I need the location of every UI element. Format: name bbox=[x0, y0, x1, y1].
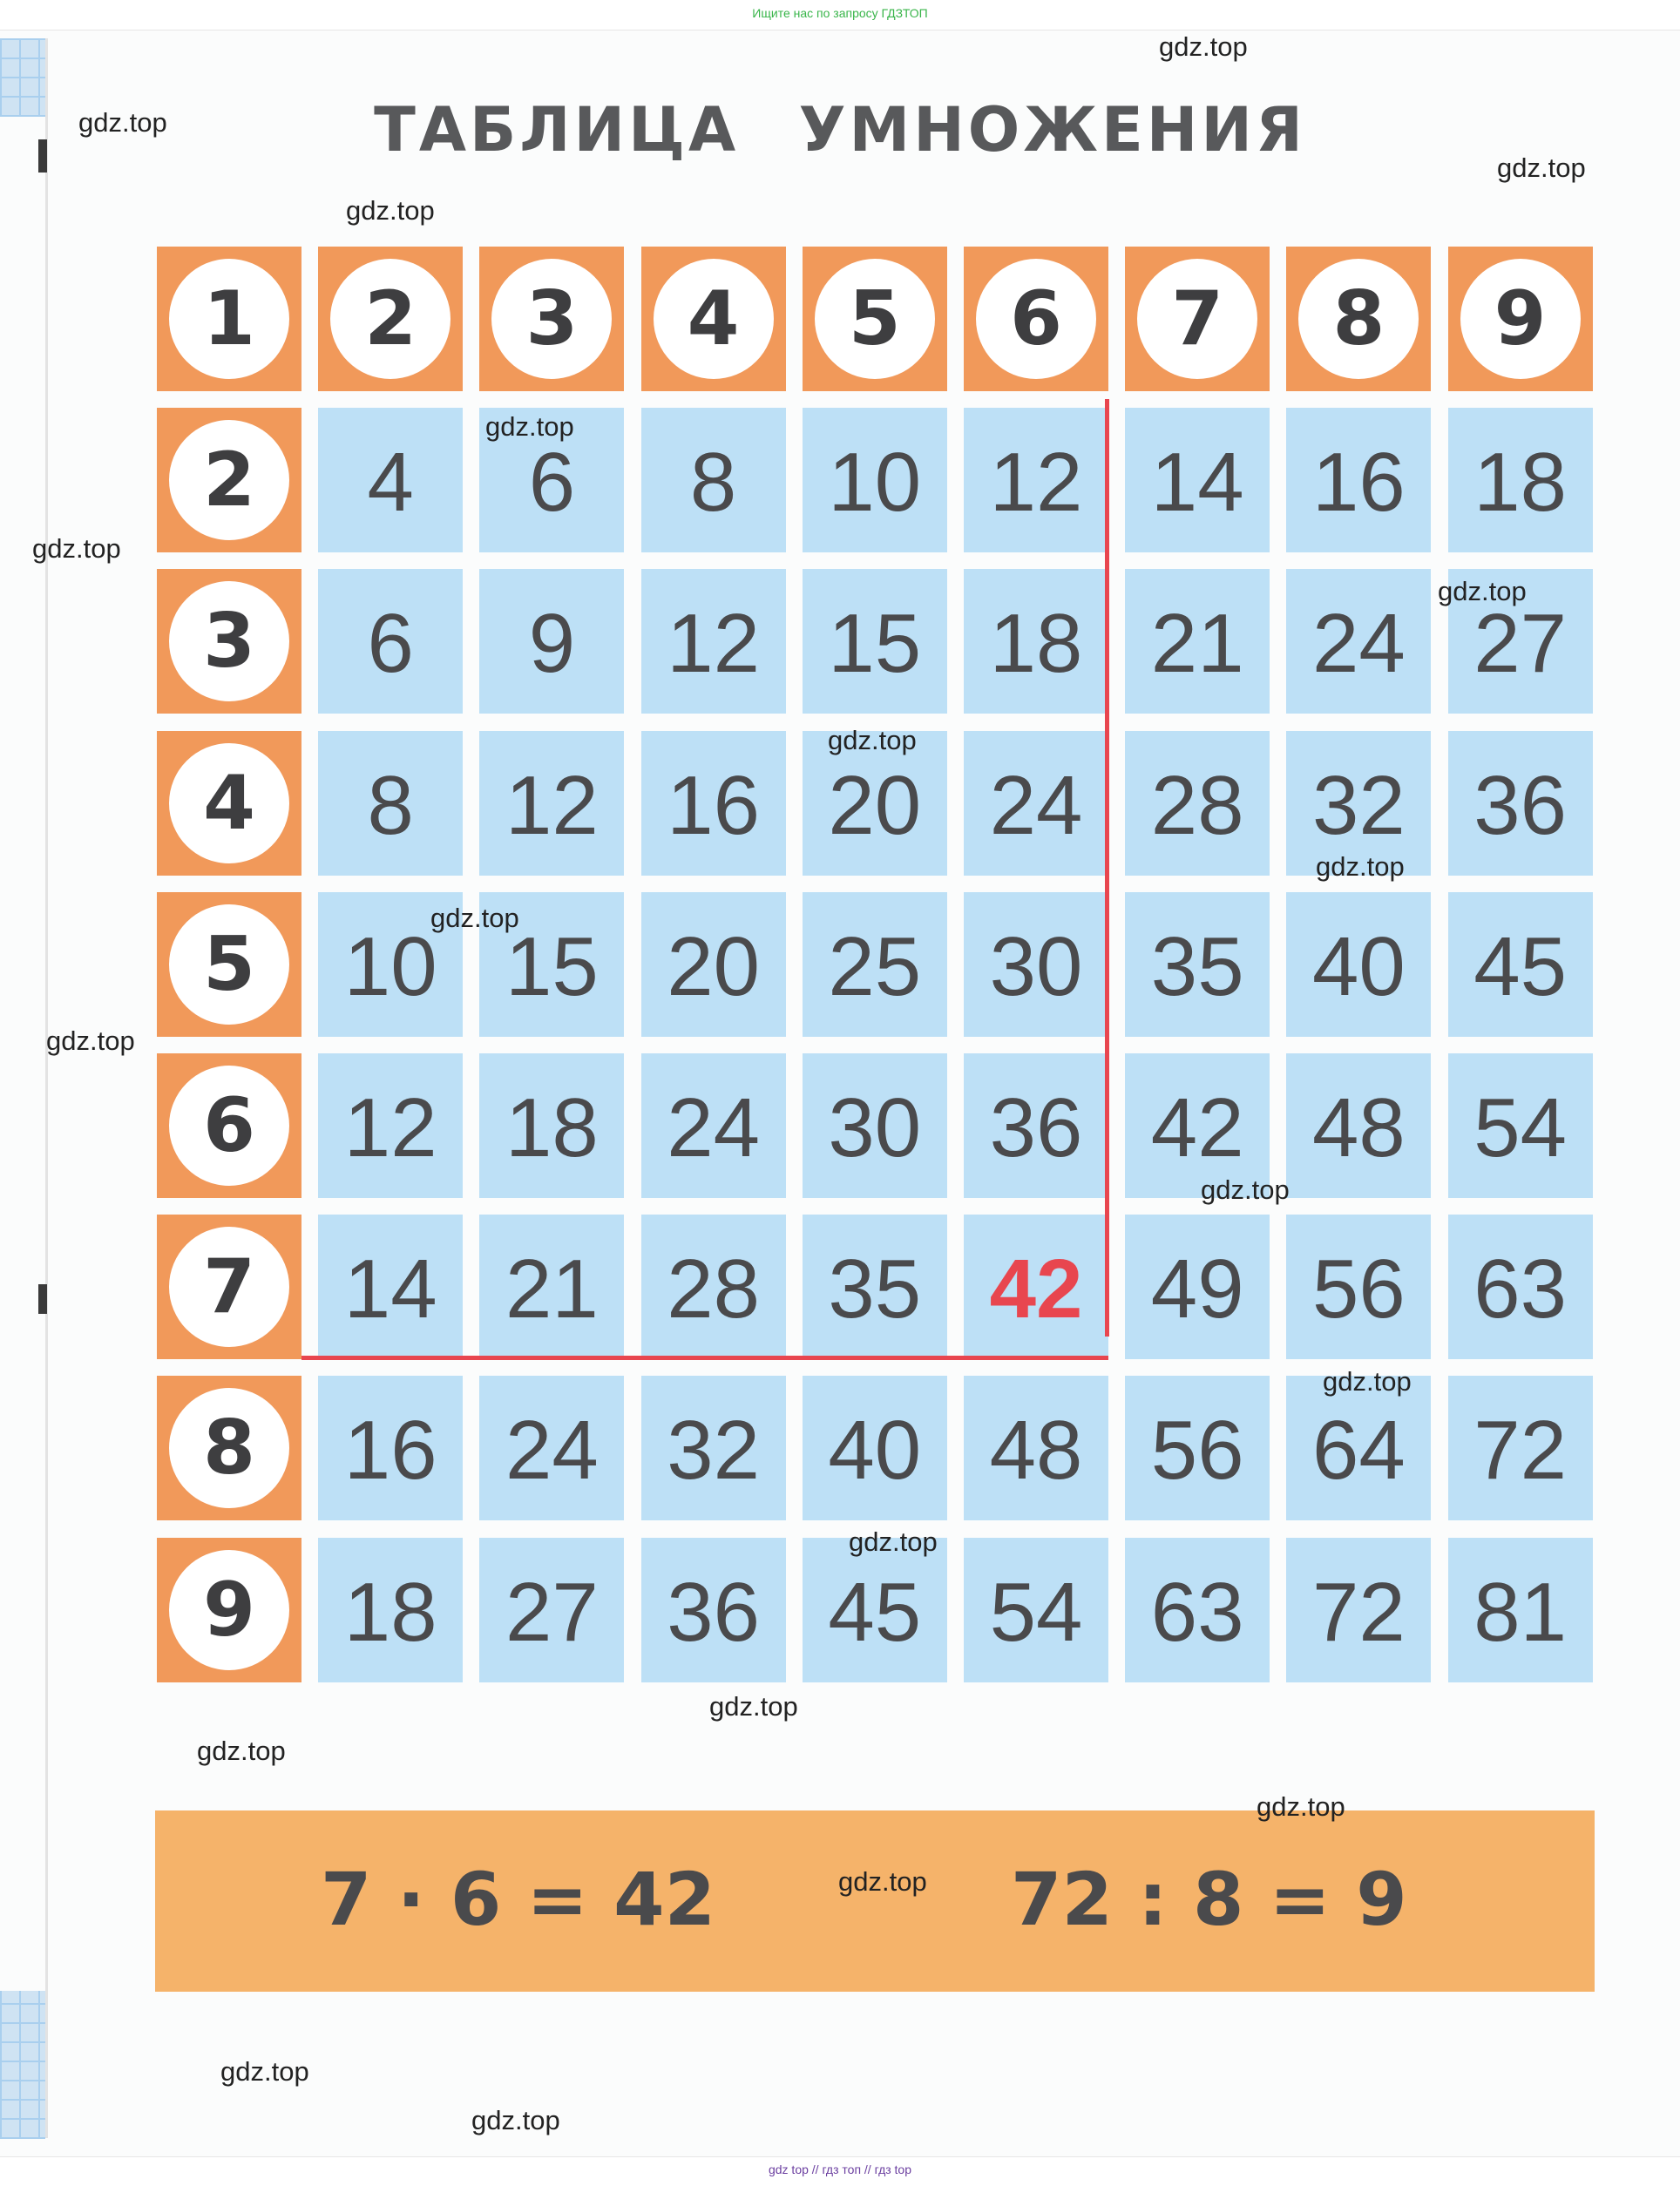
product-cell: 14 bbox=[1125, 408, 1270, 552]
column-header-8 bbox=[1286, 247, 1431, 391]
header-number: 7 bbox=[169, 1227, 289, 1347]
header-number: 9 bbox=[1460, 259, 1581, 379]
product-cell: 48 bbox=[1286, 1053, 1431, 1198]
highlighted-product: 42 bbox=[964, 1215, 1108, 1359]
product-cell: 18 bbox=[479, 1053, 624, 1198]
row-guide-line bbox=[301, 1356, 1108, 1360]
column-header-9 bbox=[1448, 247, 1593, 391]
watermark: gdz.top bbox=[1316, 851, 1405, 882]
product-cell: 32 bbox=[1286, 731, 1431, 876]
binding-mark-middle bbox=[38, 1284, 47, 1314]
top-search-note: Ищите нас по запросу ГДЗТОП bbox=[752, 6, 928, 20]
product-cell: 6 bbox=[318, 569, 463, 714]
watermark: gdz.top bbox=[849, 1526, 938, 1557]
bottom-site-note: gdz top // гдз топ // гдз top bbox=[768, 2162, 912, 2176]
column-header-7 bbox=[1125, 247, 1270, 391]
watermark: gdz.top bbox=[1201, 1174, 1290, 1205]
division-example: 72 : 8 = 9 bbox=[1011, 1857, 1407, 1942]
multiplication-table bbox=[157, 247, 1595, 1684]
product-cell: 20 bbox=[803, 731, 947, 876]
product-cell: 40 bbox=[803, 1376, 947, 1520]
watermark: gdz.top bbox=[32, 533, 121, 564]
row-header-6 bbox=[157, 1053, 301, 1198]
product-cell: 32 bbox=[641, 1376, 786, 1520]
watermark: gdz.top bbox=[709, 1691, 798, 1722]
page-spine-line bbox=[45, 38, 48, 2138]
product-cell: 81 bbox=[1448, 1538, 1593, 1682]
product-cell: 16 bbox=[641, 731, 786, 876]
product-cell: 12 bbox=[964, 408, 1108, 552]
product-cell: 18 bbox=[964, 569, 1108, 714]
row-header-5 bbox=[157, 892, 301, 1037]
header-number: 6 bbox=[976, 259, 1096, 379]
product-cell: 36 bbox=[641, 1538, 786, 1682]
product-cell: 8 bbox=[318, 731, 463, 876]
product-cell: 56 bbox=[1286, 1215, 1431, 1359]
product-cell: 42 bbox=[1125, 1053, 1270, 1198]
product-cell: 10 bbox=[318, 892, 463, 1037]
watermark: gdz.top bbox=[1497, 152, 1586, 183]
product-cell: 25 bbox=[803, 892, 947, 1037]
column-guide-line bbox=[1105, 399, 1109, 1337]
product-cell: 18 bbox=[1448, 408, 1593, 552]
column-header-6 bbox=[964, 247, 1108, 391]
header-number: 5 bbox=[815, 259, 935, 379]
product-cell: 15 bbox=[479, 892, 624, 1037]
header-number: 6 bbox=[169, 1066, 289, 1186]
product-cell: 27 bbox=[479, 1538, 624, 1682]
product-cell: 10 bbox=[803, 408, 947, 552]
product-cell: 54 bbox=[964, 1538, 1108, 1682]
watermark: gdz.top bbox=[828, 725, 917, 755]
column-header-2 bbox=[318, 247, 463, 391]
page-title: ТАБЛИЦА УМНОЖЕНИЯ bbox=[374, 94, 1306, 166]
row-header-7 bbox=[157, 1215, 301, 1359]
product-cell: 24 bbox=[479, 1376, 624, 1520]
product-cell: 28 bbox=[1125, 731, 1270, 876]
header-number: 3 bbox=[169, 581, 289, 701]
product-cell: 30 bbox=[964, 892, 1108, 1037]
product-cell: 63 bbox=[1448, 1215, 1593, 1359]
column-header-5 bbox=[803, 247, 947, 391]
header-number: 2 bbox=[330, 259, 450, 379]
watermark: gdz.top bbox=[1257, 1791, 1345, 1822]
product-cell: 8 bbox=[641, 408, 786, 552]
product-cell: 16 bbox=[1286, 408, 1431, 552]
product-cell: 64 bbox=[1286, 1376, 1431, 1520]
watermark: gdz.top bbox=[346, 195, 435, 226]
product-cell: 30 bbox=[803, 1053, 947, 1198]
product-cell: 12 bbox=[479, 731, 624, 876]
watermark: gdz.top bbox=[46, 1025, 135, 1056]
row-header-9 bbox=[157, 1538, 301, 1682]
product-cell: 56 bbox=[1125, 1376, 1270, 1520]
product-cell: 28 bbox=[641, 1215, 786, 1359]
multiplication-example: 7 · 6 = 42 bbox=[321, 1857, 716, 1942]
product-cell: 54 bbox=[1448, 1053, 1593, 1198]
header-number: 4 bbox=[654, 259, 774, 379]
watermark: gdz.top bbox=[430, 903, 519, 933]
watermark: gdz.top bbox=[485, 411, 574, 442]
product-cell: 4 bbox=[318, 408, 463, 552]
row-header-2 bbox=[157, 408, 301, 552]
header-number: 9 bbox=[169, 1550, 289, 1670]
row-header-3 bbox=[157, 569, 301, 714]
watermark: gdz.top bbox=[1438, 576, 1527, 606]
product-cell: 49 bbox=[1125, 1215, 1270, 1359]
product-cell: 14 bbox=[318, 1215, 463, 1359]
product-cell: 72 bbox=[1448, 1376, 1593, 1520]
product-cell: 21 bbox=[479, 1215, 624, 1359]
row-header-8 bbox=[157, 1376, 301, 1520]
product-cell: 45 bbox=[1448, 892, 1593, 1037]
product-cell: 48 bbox=[964, 1376, 1108, 1520]
product-cell: 24 bbox=[1286, 569, 1431, 714]
watermark: gdz.top bbox=[220, 2056, 309, 2087]
header-number: 2 bbox=[169, 420, 289, 540]
header-number: 7 bbox=[1137, 259, 1257, 379]
watermark: gdz.top bbox=[78, 107, 167, 138]
product-cell: 20 bbox=[641, 892, 786, 1037]
product-cell: 15 bbox=[803, 569, 947, 714]
product-cell: 12 bbox=[641, 569, 786, 714]
watermark: gdz.top bbox=[838, 1866, 927, 1897]
product-cell: 35 bbox=[1125, 892, 1270, 1037]
header-number: 3 bbox=[491, 259, 612, 379]
product-cell: 12 bbox=[318, 1053, 463, 1198]
product-cell: 45 bbox=[803, 1538, 947, 1682]
product-cell: 16 bbox=[318, 1376, 463, 1520]
product-cell: 40 bbox=[1286, 892, 1431, 1037]
product-cell: 6 bbox=[479, 408, 624, 552]
header-number: 4 bbox=[169, 743, 289, 863]
column-header-4 bbox=[641, 247, 786, 391]
header-number: 8 bbox=[169, 1388, 289, 1508]
watermark: gdz.top bbox=[1159, 31, 1248, 62]
header-number: 1 bbox=[169, 259, 289, 379]
product-cell: 27 bbox=[1448, 569, 1593, 714]
product-cell: 24 bbox=[641, 1053, 786, 1198]
header-number: 8 bbox=[1298, 259, 1419, 379]
watermark: gdz.top bbox=[471, 2105, 560, 2135]
product-cell: 24 bbox=[964, 731, 1108, 876]
watermark: gdz.top bbox=[197, 1736, 286, 1766]
header-number: 5 bbox=[169, 904, 289, 1025]
product-cell: 18 bbox=[318, 1538, 463, 1682]
column-header-3 bbox=[479, 247, 624, 391]
watermark: gdz.top bbox=[1323, 1366, 1412, 1397]
product-cell: 21 bbox=[1125, 569, 1270, 714]
product-cell: 63 bbox=[1125, 1538, 1270, 1682]
product-cell: 36 bbox=[964, 1053, 1108, 1198]
product-cell: 72 bbox=[1286, 1538, 1431, 1682]
page-spine-pattern-bottom bbox=[0, 1991, 45, 2139]
row-header-4 bbox=[157, 731, 301, 876]
product-cell: 35 bbox=[803, 1215, 947, 1359]
product-cell: 36 bbox=[1448, 731, 1593, 876]
column-header-1 bbox=[157, 247, 301, 391]
product-cell: 9 bbox=[479, 569, 624, 714]
